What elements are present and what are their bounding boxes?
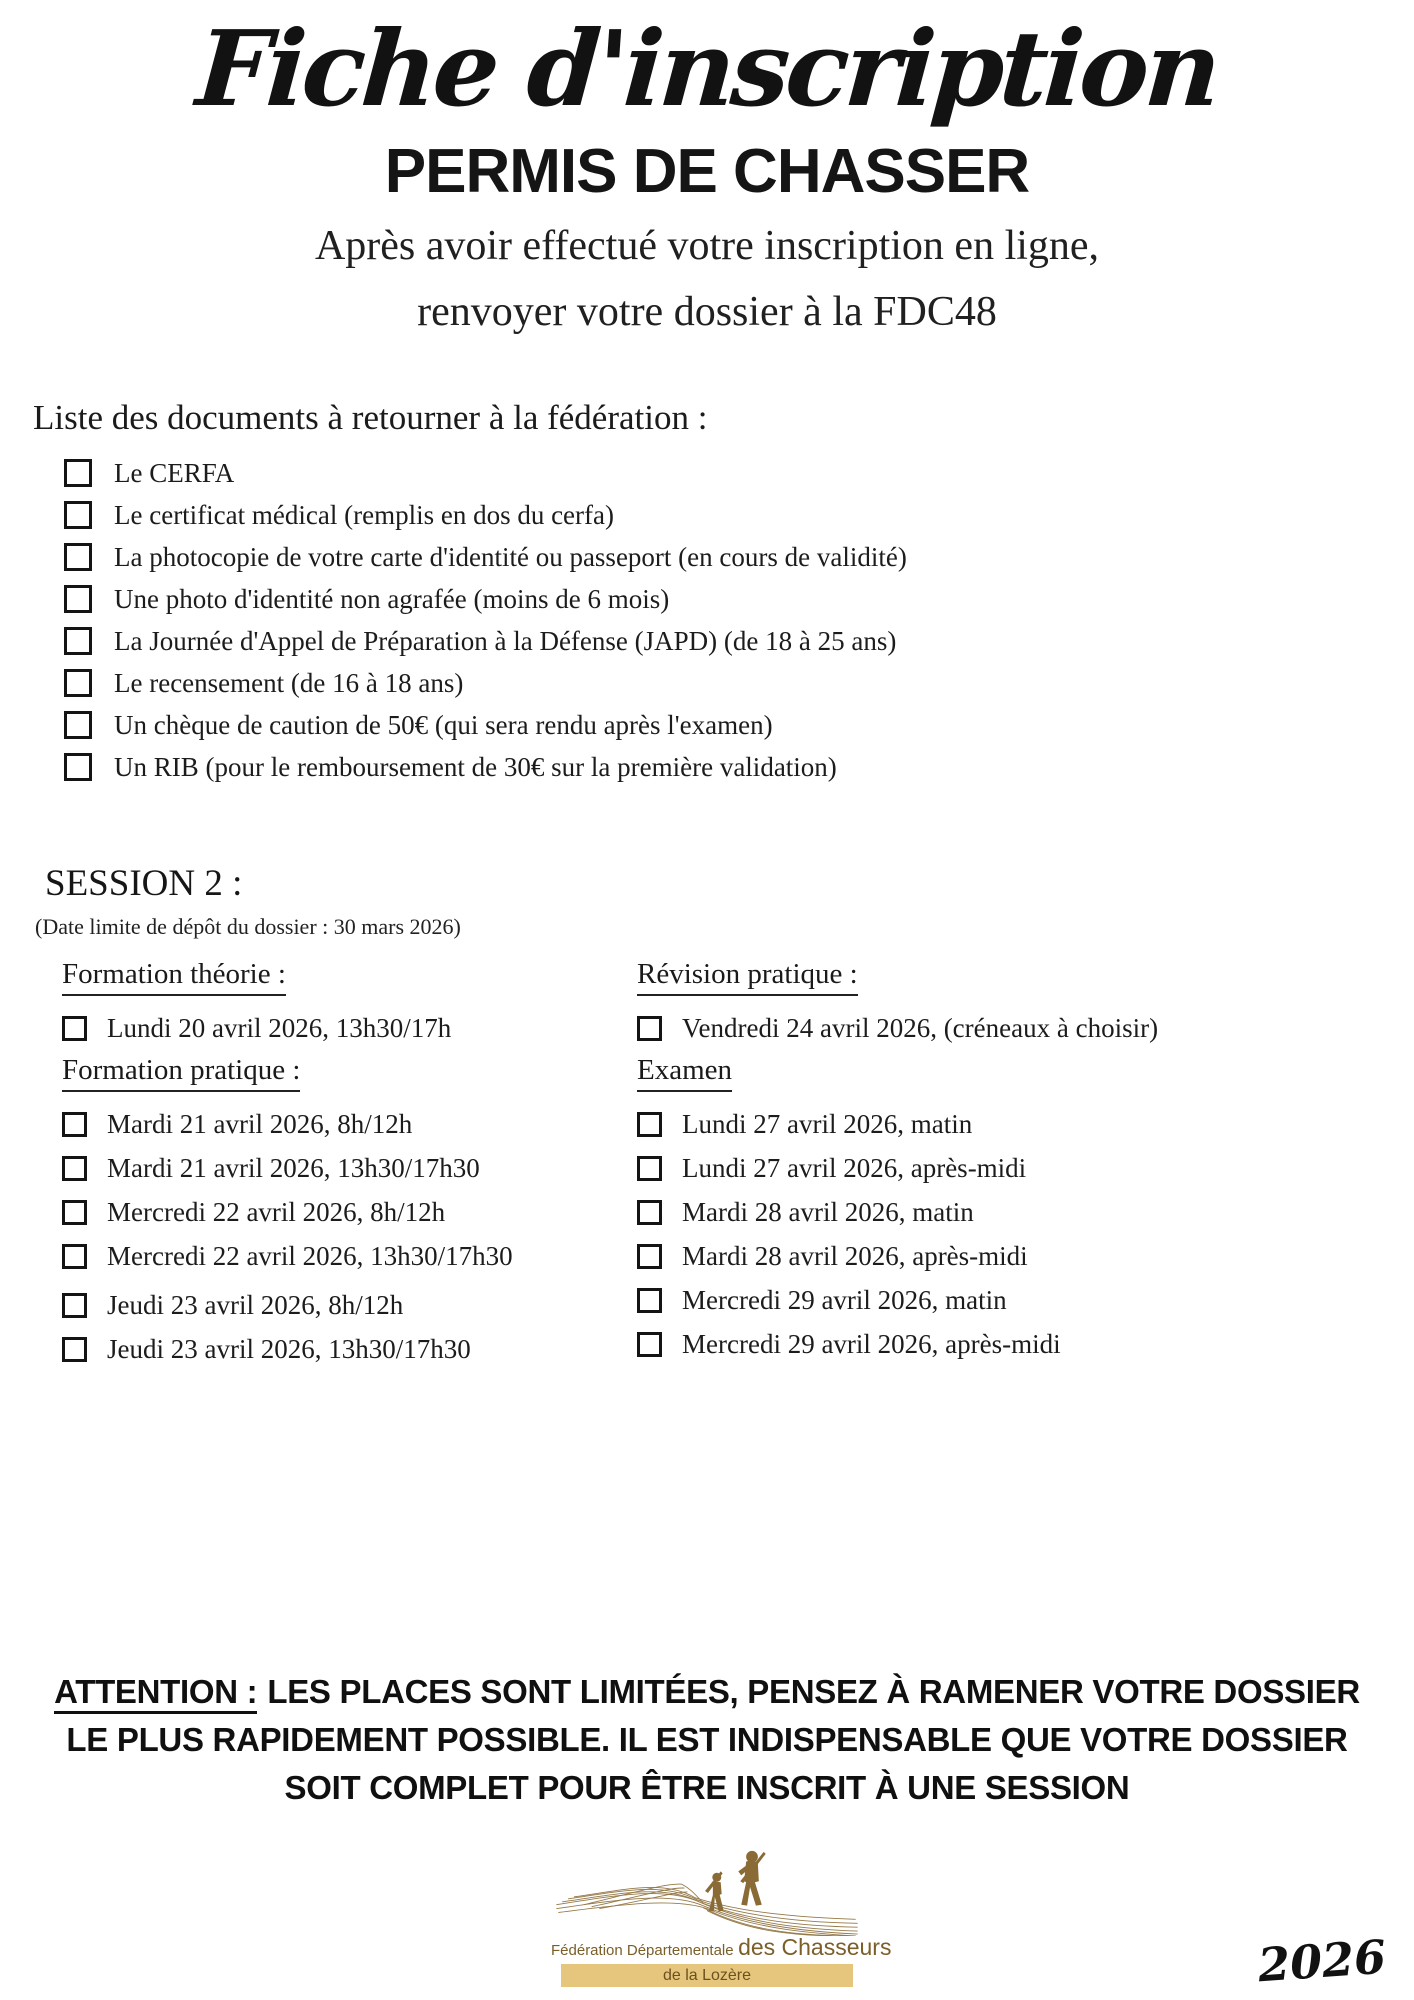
adult-hunter-silhouette bbox=[738, 1851, 765, 1906]
slot-examen-mercredi29-apm bbox=[637, 1322, 1061, 1366]
slot-label: Mardi 21 avril 2026, 13h30/17h30 bbox=[107, 1152, 480, 1183]
slot-label: Jeudi 23 avril 2026, 8h/12h bbox=[107, 1289, 404, 1320]
slot-label: Mercredi 29 avril 2026, matin bbox=[682, 1284, 1007, 1315]
slot-label: Lundi 27 avril 2026, après-midi bbox=[682, 1152, 1027, 1183]
doc-item-cheque-caution bbox=[64, 704, 907, 746]
slot-theorie-lundi20 bbox=[62, 1006, 451, 1050]
slot-examen-mardi28-apm bbox=[637, 1234, 1061, 1278]
slot-checkbox-pratique-mercredi22-apm[interactable] bbox=[62, 1244, 87, 1269]
slot-checkbox-examen-mercredi29-matin[interactable] bbox=[637, 1288, 662, 1313]
doc-checkbox-photocopie-identite[interactable] bbox=[64, 543, 92, 571]
slot-checkbox-pratique-jeudi23-apm[interactable] bbox=[62, 1337, 87, 1362]
section-examen bbox=[637, 1054, 1061, 1366]
doc-item-rib bbox=[64, 746, 907, 788]
slot-checkbox-examen-lundi27-matin[interactable] bbox=[637, 1112, 662, 1137]
page-title-main: PERMIS DE CHASSER bbox=[384, 137, 1030, 206]
slot-checkbox-examen-mardi28-matin[interactable] bbox=[637, 1200, 662, 1225]
slot-checkbox-examen-mercredi29-apm[interactable] bbox=[637, 1332, 662, 1357]
doc-item-photocopie-identite bbox=[64, 536, 907, 578]
doc-checkbox-japd[interactable] bbox=[64, 627, 92, 655]
slot-checkbox-pratique-mercredi22-matin[interactable] bbox=[62, 1200, 87, 1225]
formation-theorie-heading: Formation théorie : bbox=[62, 958, 286, 996]
doc-item-recensement bbox=[64, 662, 907, 704]
doc-checkbox-cerfa[interactable] bbox=[64, 459, 92, 487]
session-deadline: (Date limite de dépôt du dossier : 30 mars 2026) bbox=[35, 914, 461, 939]
doc-item-label: La photocopie de votre carte d'identité ou passeport (en cours de validité) bbox=[114, 541, 907, 572]
slot-label: Mardi 21 avril 2026, 8h/12h bbox=[107, 1108, 413, 1139]
slot-pratique-mardi21-apm bbox=[62, 1146, 513, 1190]
doc-item-label: Le recensement (de 16 à 18 ans) bbox=[114, 667, 464, 698]
slot-pratique-jeudi23-apm bbox=[62, 1327, 513, 1371]
formation-pratique-heading: Formation pratique : bbox=[62, 1054, 300, 1092]
doc-checkbox-certificat-medical[interactable] bbox=[64, 501, 92, 529]
attention-label: ATTENTION : bbox=[54, 1673, 257, 1714]
doc-item-label: Le CERFA bbox=[114, 457, 235, 488]
doc-item-label: Le certificat médical (remplis en dos du cerfa) bbox=[114, 499, 615, 530]
slot-checkbox-revision-vendredi24[interactable] bbox=[637, 1016, 662, 1041]
session-title: SESSION 2 : bbox=[45, 863, 243, 904]
revision-pratique-heading: Révision pratique : bbox=[637, 958, 858, 996]
slot-examen-mardi28-matin bbox=[637, 1190, 1061, 1234]
year-script: 2026 bbox=[1256, 1929, 1388, 1993]
page-title-script: Fiche d'inscription bbox=[192, 7, 1222, 130]
doc-item-label: La Journée d'Appel de Préparation à la Défense (JAPD) (de 18 à 25 ans) bbox=[114, 625, 897, 656]
documents-heading: Liste des documents à retourner à la fédération : bbox=[33, 398, 708, 437]
slot-checkbox-examen-mardi28-apm[interactable] bbox=[637, 1244, 662, 1269]
slot-pratique-mardi21-matin bbox=[62, 1102, 513, 1146]
logo-banner bbox=[561, 1964, 853, 1987]
slot-checkbox-pratique-mardi21-apm[interactable] bbox=[62, 1156, 87, 1181]
doc-checkbox-recensement[interactable] bbox=[64, 669, 92, 697]
doc-item-label: Un chèque de caution de 50€ (qui sera rendu après l'examen) bbox=[114, 709, 773, 740]
warning-line-1 bbox=[0, 1668, 1414, 1716]
doc-checkbox-photo-identite[interactable] bbox=[64, 585, 92, 613]
section-formation-pratique bbox=[62, 1054, 513, 1371]
slot-label: Mercredi 22 avril 2026, 8h/12h bbox=[107, 1196, 446, 1227]
slot-checkbox-examen-lundi27-apm[interactable] bbox=[637, 1156, 662, 1181]
subtitle-line2: renvoyer votre dossier à la FDC48 bbox=[417, 289, 997, 335]
slot-checkbox-theorie-lundi20[interactable] bbox=[62, 1016, 87, 1041]
doc-item-cerfa bbox=[64, 452, 907, 494]
slot-label: Mercredi 29 avril 2026, après-midi bbox=[682, 1328, 1061, 1359]
slot-revision-vendredi24 bbox=[637, 1006, 1158, 1050]
examen-heading: Examen bbox=[637, 1054, 732, 1092]
warning-line-2: LE PLUS RAPIDEMENT POSSIBLE. IL EST INDISPENSABLE QUE VOTRE DOSSIER bbox=[66, 1721, 1348, 1758]
subtitle-line1: Après avoir effectué votre inscription en ligne, bbox=[314, 223, 1100, 269]
logo-org-name: des Chasseurs bbox=[738, 1934, 892, 1960]
warning-line1-text: LES PLACES SONT LIMITÉES, PENSEZ À RAMENER VOTRE DOSSIER bbox=[267, 1673, 1360, 1710]
slot-pratique-mercredi22-matin bbox=[62, 1190, 513, 1234]
slot-label: Vendredi 24 avril 2026, (créneaux à choisir) bbox=[682, 1012, 1159, 1043]
doc-checkbox-cheque-caution[interactable] bbox=[64, 711, 92, 739]
slot-label: Mardi 28 avril 2026, matin bbox=[682, 1196, 974, 1227]
slot-checkbox-pratique-jeudi23-matin[interactable] bbox=[62, 1293, 87, 1318]
warning-line-3: SOIT COMPLET POUR ÊTRE INSCRIT À UNE SESSION bbox=[284, 1769, 1130, 1806]
doc-item-photo-identite bbox=[64, 578, 907, 620]
slot-pratique-jeudi23-matin bbox=[62, 1283, 513, 1327]
logo-org-prefix: Fédération Départementale bbox=[551, 1942, 734, 1959]
hunters-field-logo-icon bbox=[551, 1846, 863, 1936]
section-formation-theorie bbox=[62, 958, 451, 1050]
doc-checkbox-rib[interactable] bbox=[64, 753, 92, 781]
logo-banner-text: de la Lozère bbox=[662, 1966, 752, 1984]
federation-logo bbox=[551, 1846, 892, 1987]
doc-item-certificat-medical bbox=[64, 494, 907, 536]
section-revision-pratique bbox=[637, 958, 1158, 1050]
slot-checkbox-pratique-mardi21-matin[interactable] bbox=[62, 1112, 87, 1137]
slot-label: Mercredi 22 avril 2026, 13h30/17h30 bbox=[107, 1240, 513, 1271]
slot-examen-mercredi29-matin bbox=[637, 1278, 1061, 1322]
slot-label: Lundi 27 avril 2026, matin bbox=[682, 1108, 973, 1139]
doc-item-japd bbox=[64, 620, 907, 662]
slot-examen-lundi27-apm bbox=[637, 1146, 1061, 1190]
slot-pratique-mercredi22-apm bbox=[62, 1234, 513, 1278]
slot-examen-lundi27-matin bbox=[637, 1102, 1061, 1146]
doc-item-label: Une photo d'identité non agrafée (moins de 6 mois) bbox=[114, 583, 670, 614]
slot-label: Lundi 20 avril 2026, 13h30/17h bbox=[107, 1012, 452, 1043]
logo-org-line bbox=[551, 1934, 892, 1961]
documents-checklist bbox=[64, 452, 907, 788]
doc-item-label: Un RIB (pour le remboursement de 30€ sur la première validation) bbox=[114, 751, 837, 782]
slot-label: Mardi 28 avril 2026, après-midi bbox=[682, 1240, 1028, 1271]
warning-block bbox=[0, 1668, 1414, 1812]
slot-label: Jeudi 23 avril 2026, 13h30/17h30 bbox=[107, 1333, 471, 1364]
